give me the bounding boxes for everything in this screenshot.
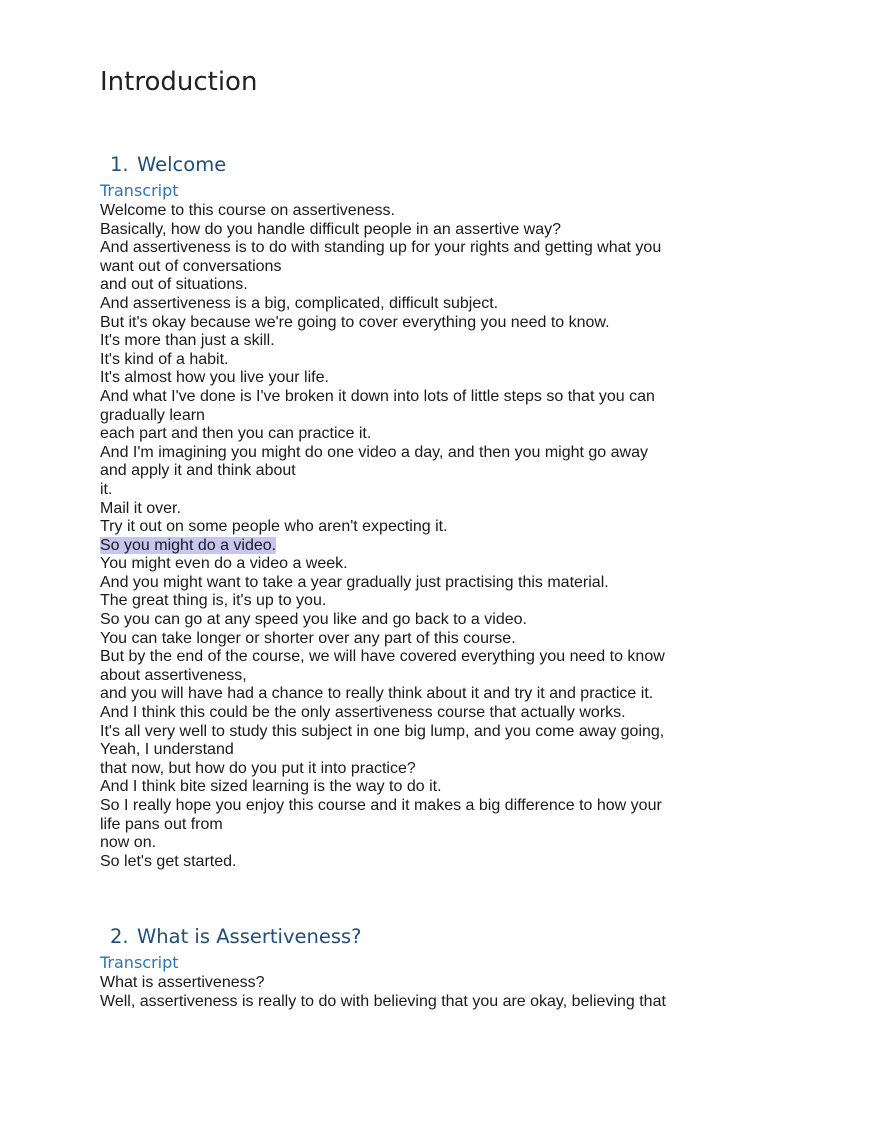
transcript-line-text: So I really hope you enjoy this course and it makes a big difference to how your [100, 797, 662, 814]
transcript-line [100, 388, 800, 407]
transcript-line [100, 704, 800, 723]
transcript-line [100, 407, 800, 426]
transcript-line [100, 778, 800, 797]
section-heading [110, 922, 800, 952]
transcript-line [100, 444, 800, 463]
section-title: What is Assertiveness? [137, 925, 362, 948]
transcript-line-text: and you will have had a chance to really think about it and try it and practice it. [100, 685, 654, 703]
transcript-line [100, 974, 800, 993]
transcript-line [100, 500, 800, 519]
transcript-line [100, 611, 800, 630]
transcript-line-text: Basically, how do you handle difficult people in an assertive way? [100, 220, 562, 238]
section-number: 2. [110, 925, 129, 948]
transcript-line-text: it. [100, 480, 113, 498]
transcript-line [100, 239, 800, 258]
section-number: 1. [110, 153, 129, 176]
transcript-line [100, 592, 800, 611]
transcript-line [100, 816, 800, 835]
transcript-line-text: And I think bite sized learning is the way to do it. [100, 778, 442, 796]
transcript-line-text: And you might want to take a year gradually just practising this material. [100, 573, 609, 591]
transcript-line-text: But it's okay because we're going to cover everything you need to know. [100, 313, 610, 331]
transcript-label: Transcript [100, 181, 179, 200]
transcript-line-text: and apply it and think about [100, 462, 296, 480]
transcript-line-text: Welcome to this course on assertiveness. [100, 202, 395, 219]
section-heading [110, 150, 800, 180]
transcript-line [100, 276, 800, 295]
transcript-line [100, 295, 800, 314]
transcript-line [100, 221, 800, 240]
transcript-line-text: It's almost how you live your life. [100, 369, 329, 387]
transcript-line [100, 332, 800, 351]
transcript-line [100, 760, 800, 779]
section-what-is-assertiveness [100, 922, 800, 1011]
transcript-line [100, 741, 800, 760]
transcript-line [100, 462, 800, 481]
transcript-line-text: Try it out on some people who aren't expecting it. [100, 518, 448, 536]
transcript-line-text: want out of conversations [100, 257, 282, 275]
transcript-line-text: And assertiveness is a big, complicated, difficult subject. [100, 294, 499, 312]
section-welcome [100, 150, 800, 871]
transcript-line-text: But by the end of the course, we will have covered everything you need to know [100, 648, 665, 666]
document-title: Introduction [100, 67, 258, 97]
transcript-line-text: So you can go at any speed you like and go back to a video. [100, 611, 527, 629]
transcript-line [100, 797, 800, 816]
transcript-line-text: So you might do a video. [100, 536, 277, 554]
transcript-line [100, 648, 800, 667]
transcript-line [100, 481, 800, 500]
transcript-line-text: It's kind of a habit. [100, 350, 229, 368]
highlighted-transcript-line [100, 537, 800, 556]
transcript-line-text: And I'm imagining you might do one video a day, and then you might go away [100, 443, 648, 461]
transcript-line [100, 685, 800, 704]
transcript-body [100, 202, 800, 871]
transcript-line-text: that now, but how do you put it into practice? [100, 759, 416, 777]
transcript-line-text: What is assertiveness? [100, 974, 265, 991]
transcript-line [100, 351, 800, 370]
transcript-line [100, 202, 800, 221]
transcript-line-text: And assertiveness is to do with standing up for your rights and getting what you [100, 239, 662, 257]
transcript-line-text: and out of situations. [100, 276, 248, 294]
transcript-line-text: life pans out from [100, 815, 223, 833]
transcript-line-text: Mail it over. [100, 499, 181, 517]
transcript-line [100, 630, 800, 649]
transcript-line [100, 993, 800, 1012]
transcript-line [100, 425, 800, 444]
transcript-line [100, 667, 800, 686]
transcript-body [100, 974, 800, 1011]
transcript-line [100, 834, 800, 853]
transcript-line-text: And I think this could be the only assertiveness course that actually works. [100, 704, 626, 722]
transcript-line [100, 555, 800, 574]
transcript-line [100, 574, 800, 593]
transcript-line-text: each part and then you can practice it. [100, 425, 372, 443]
transcript-line-text: now on. [100, 834, 157, 852]
transcript-line [100, 723, 800, 742]
transcript-line [100, 314, 800, 333]
transcript-line [100, 518, 800, 537]
transcript-line-text: It's all very well to study this subject in one big lump, and you come away going, [100, 722, 665, 740]
transcript-line-text: You might even do a video a week. [100, 555, 348, 573]
transcript-line-text: about assertiveness, [100, 666, 247, 684]
transcript-line [100, 258, 800, 277]
transcript-line-text: You can take longer or shorter over any part of this course. [100, 629, 516, 647]
transcript-line-text: So let's get started. [100, 852, 237, 870]
transcript-line-text: The great thing is, it's up to you. [100, 592, 327, 610]
transcript-line-text: Yeah, I understand [100, 741, 234, 759]
section-title: Welcome [137, 153, 227, 176]
transcript-line-text: It's more than just a skill. [100, 332, 275, 350]
transcript-line-text: gradually learn [100, 406, 205, 424]
transcript-line [100, 369, 800, 388]
transcript-label: Transcript [100, 953, 179, 972]
transcript-line-text: And what I've done is I've broken it down into lots of little steps so that you can [100, 387, 655, 405]
transcript-line-text: Well, assertiveness is really to do with believing that you are okay, believing that [100, 992, 666, 1010]
transcript-line [100, 853, 800, 872]
